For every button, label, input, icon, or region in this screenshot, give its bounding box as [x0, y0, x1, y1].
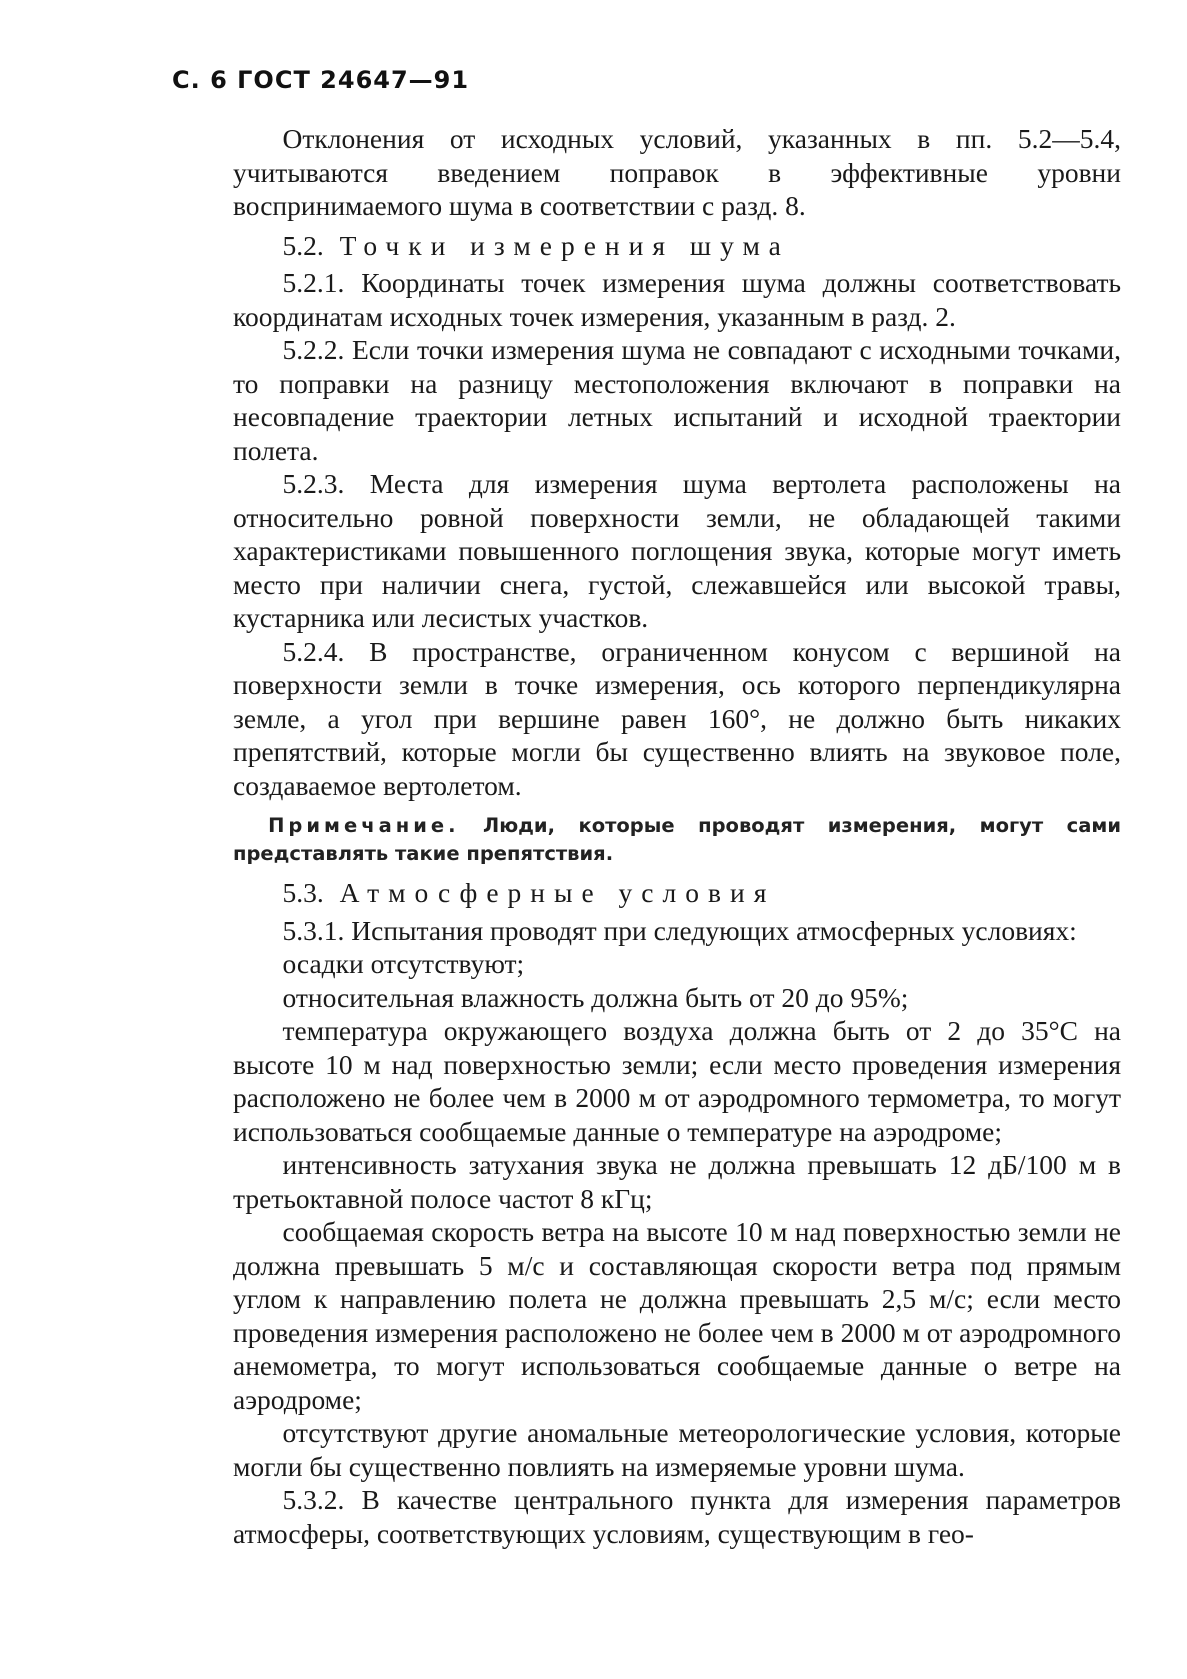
section-title: Атмосферные условия — [339, 877, 776, 908]
note-text: Люди, которые проводят измерения, могут сами представлять такие препятствия. — [233, 814, 1121, 865]
note — [233, 812, 1121, 868]
paragraph-5-2-2: 5.2.2. Если точки измерения шума не совпадают с исходными точками, то поправки на разницу местоположения включают в поправки на несовпадение траектории летных испытаний и исходной траектории полета. — [233, 334, 1121, 466]
section-heading-5-3 — [233, 876, 1121, 910]
section-heading-5-2 — [233, 229, 1121, 263]
paragraph-5-3-2: 5.3.2. В качестве центрального пункта для измерения параметров атмосферы, соответствующих условиям, существующим в гео- — [233, 1484, 1121, 1549]
section-number: 5.3. — [282, 877, 324, 908]
paragraph-5-2-1: 5.2.1. Координаты точек измерения шума должны соответствовать координатам исходных точек измерения, указанным в разд. 2. — [233, 267, 1121, 332]
list-item: температура окружающего воздуха должна быть от 2 до 35°С на высоте 10 м над поверхностью земли; если место проведения измерения расположено не более чем в 2000 м от аэродромного термометра, то могут использоваться сообщаемые данные о температуре на аэродроме; — [233, 1015, 1121, 1147]
intro-paragraph: Отклонения от исходных условий, указанных в пп. 5.2—5.4, учитываются введением поправок в эффективные уровни воспринимаемого шума в соответствии с разд. 8. — [233, 123, 1121, 221]
note-label: Примечание. — [268, 814, 460, 837]
paragraph-5-2-4: 5.2.4. В пространстве, ограниченном конусом с вершиной на поверхности земли в точке измерения, ось которого перпендикулярна земле, а угол при вершине равен 160°, не должно быть никаких препятствий, которые могли бы существенно влиять на звуковое поле, создаваемое вертолетом. — [233, 635, 1121, 801]
paragraph-5-2-3: 5.2.3. Места для измерения шума вертолета расположены на относительно ровной поверхности земли, не обладающей такими характеристиками повышенного поглощения звука, которые могут иметь место при наличии снега, густой, слежавшейся или высокой травы, кустарника или лесистых участков. — [233, 468, 1121, 633]
list-item: относительная влажность должна быть от 20 до 95%; — [282, 981, 909, 1013]
paragraph-5-3-1: 5.3.1. Испытания проводят при следующих атмосферных условиях: — [282, 914, 1077, 946]
list-item: отсутствуют другие аномальные метеорологические условия, которые могли бы существенно повлиять на измеряемые уровни шума. — [233, 1417, 1121, 1482]
section-title: Точки измерения шума — [339, 229, 790, 261]
page-header: С. 6 ГОСТ 24647—91 — [172, 66, 470, 94]
section-number: 5.2. — [282, 229, 324, 261]
body-text — [233, 122, 1121, 1550]
list-item: сообщаемая скорость ветра на высоте 10 м над поверхностью земли не должна превышать 5 м/с и составляющая скорости ветра под прямым углом к направлению полета не должна превышать 2,5 м/с; если место проведения измерения расположено не более чем в 2000 м от аэродромного анемометра, то могут использоваться сообщаемые данные о ветре на аэродроме; — [233, 1216, 1121, 1415]
list-item: осадки отсутствуют; — [282, 948, 525, 979]
list-item: интенсивность затухания звука не должна превышать 12 дБ/100 м в третьоктавной полосе частот 8 кГц; — [233, 1149, 1121, 1214]
